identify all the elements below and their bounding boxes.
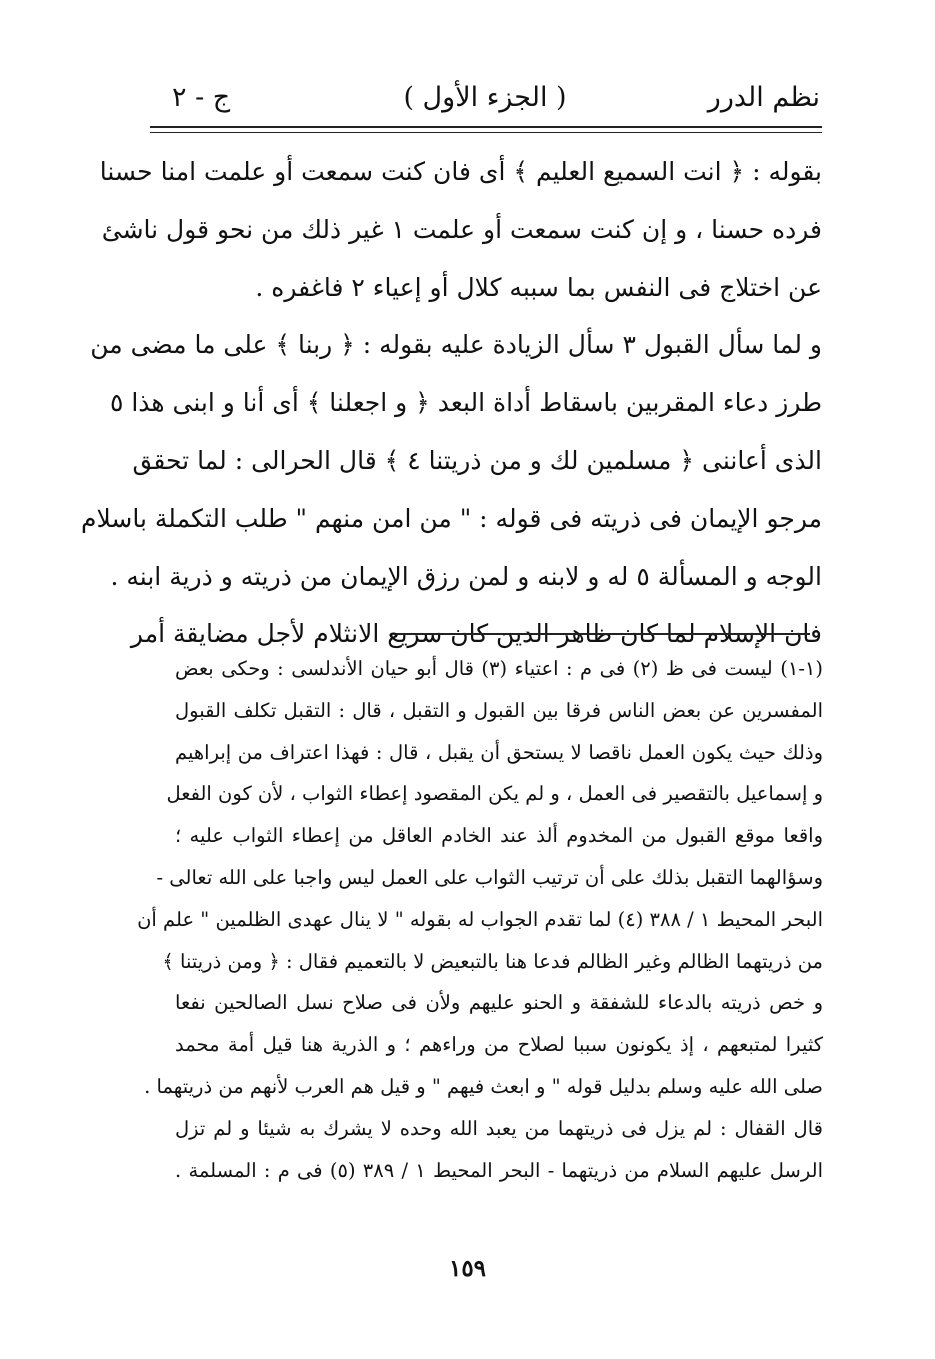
header-rule-secondary xyxy=(150,132,822,133)
text-line: طرز دعاء المقربين باسقاط أداة البعد ﴿ و اجعلنا ﴾ أى أنا و ابنى هذا ٥ xyxy=(109,388,822,418)
footnote-line: وسؤالهما التقبل بذلك على أن ترتيب الثواب على العمل ليس واجبا على الله تعالى - xyxy=(156,865,823,889)
footnote-separator xyxy=(396,633,810,635)
footnote-line: واقعا موقع القبول من المخدوم ألذ عند الخادم العاقل من إعطاء الثواب عليه ؛ xyxy=(175,824,823,848)
text-line: بقوله : ﴿ انت السميع العليم ﴾ أى فان كنت سمعت أو علمت امنا حسنا xyxy=(99,157,822,186)
footnote-line: قال القفال : لم يزل فى ذريتهما من يعبد الله وحده لا يشرك به شيئا و لم تزل xyxy=(175,1116,823,1140)
text-line: و لما سأل القبول ٣ سأل الزيادة عليه بقوله : ﴿ ربنا ﴾ على ما مضى من xyxy=(90,330,822,360)
running-header xyxy=(150,82,820,122)
footnote-line: وذلك حيث يكون العمل ناقصا لا يستحق أن يقبل ، قال : فهذا اعتراف من إبراهيم xyxy=(175,740,823,764)
footnote-line: من ذريتهما الظالم وغير الظالم فدعا هنا بالتبعيض لا بالتعميم فقال : ﴿ ومن ذريتنا ﴾ xyxy=(162,949,823,973)
footnote-line: و خص ذريته بالدعاء للشفقة و الحنو عليهم ولأن فى صلاح نسل الصالحين نفعا xyxy=(175,991,823,1015)
footnote-line: (١-١) ليست فى ظ (٢) فى م : اعتياء (٣) قال أبو حيان الأندلسى : وحكى بعض xyxy=(175,657,823,680)
footnote-line: صلى الله عليه وسلم بدليل قوله " و ابعث فيهم " و قيل هم العرب لأنهم من ذريتهما . xyxy=(144,1074,823,1098)
text-line: مرجو الإيمان فى ذريته فى قوله : " من امن منهم " طلب التكملة باسلام xyxy=(81,503,822,533)
header-rule xyxy=(150,126,822,128)
footnote-line: المفسرين عن بعض الناس فرقا بين القبول و التقبل ، قال : التقبل تكلف القبول xyxy=(175,698,823,722)
text-line: فرده حسنا ، و إن كنت سمعت أو علمت ١ غير ذلك من نحو قول ناشئ xyxy=(101,214,822,244)
footnote-line: كثيرا لمتبعهم ، إذ يكونون سببا لصلاح من وراءهم ؛ و الذرية هنا قيل أمة محمد xyxy=(175,1033,823,1057)
page-number: ١٥٩ xyxy=(448,1255,487,1282)
part-label: ( الجزء الأول ) xyxy=(403,82,567,113)
text-line: عن اختلاج فى النفس بما سببه كلال أو إعياء ٢ فاغفره . xyxy=(255,272,822,302)
text-line: الوجه و المسألة ٥ له و لابنه و لمن رزق الإيمان من ذريته و ذرية ابنه . xyxy=(110,561,822,591)
text-line: فان الإسلام لما كان ظاهر الدين كان سريع الانثلام لأجل مضايقة أمر xyxy=(130,619,822,649)
footnote-line: الرسل عليهم السلام من ذريتهما - البحر المحيط ١ / ٣٨٩ (٥) فى م : المسلمة . xyxy=(175,1158,824,1182)
volume-label: ج - ٢ xyxy=(172,82,231,113)
main-text xyxy=(81,143,822,663)
book-title: نظم الدرر xyxy=(707,82,820,113)
text-line: الذى أعاننى ﴿ مسلمين لك و من ذريتنا ٤ ﴾ قال الحرالى : لما تحقق xyxy=(132,445,822,475)
footnotes xyxy=(137,648,824,1191)
footnote-line: البحر المحيط ١ / ٣٨٨ (٤) لما تقدم الجواب له بقوله " لا ينال عهدى الظلمين " علم أن xyxy=(137,907,823,931)
footnote-line: و إسماعيل بالتقصير فى العمل ، و لم يكن المقصود إعطاء الثواب ، لأن كون الفعل xyxy=(166,782,823,806)
